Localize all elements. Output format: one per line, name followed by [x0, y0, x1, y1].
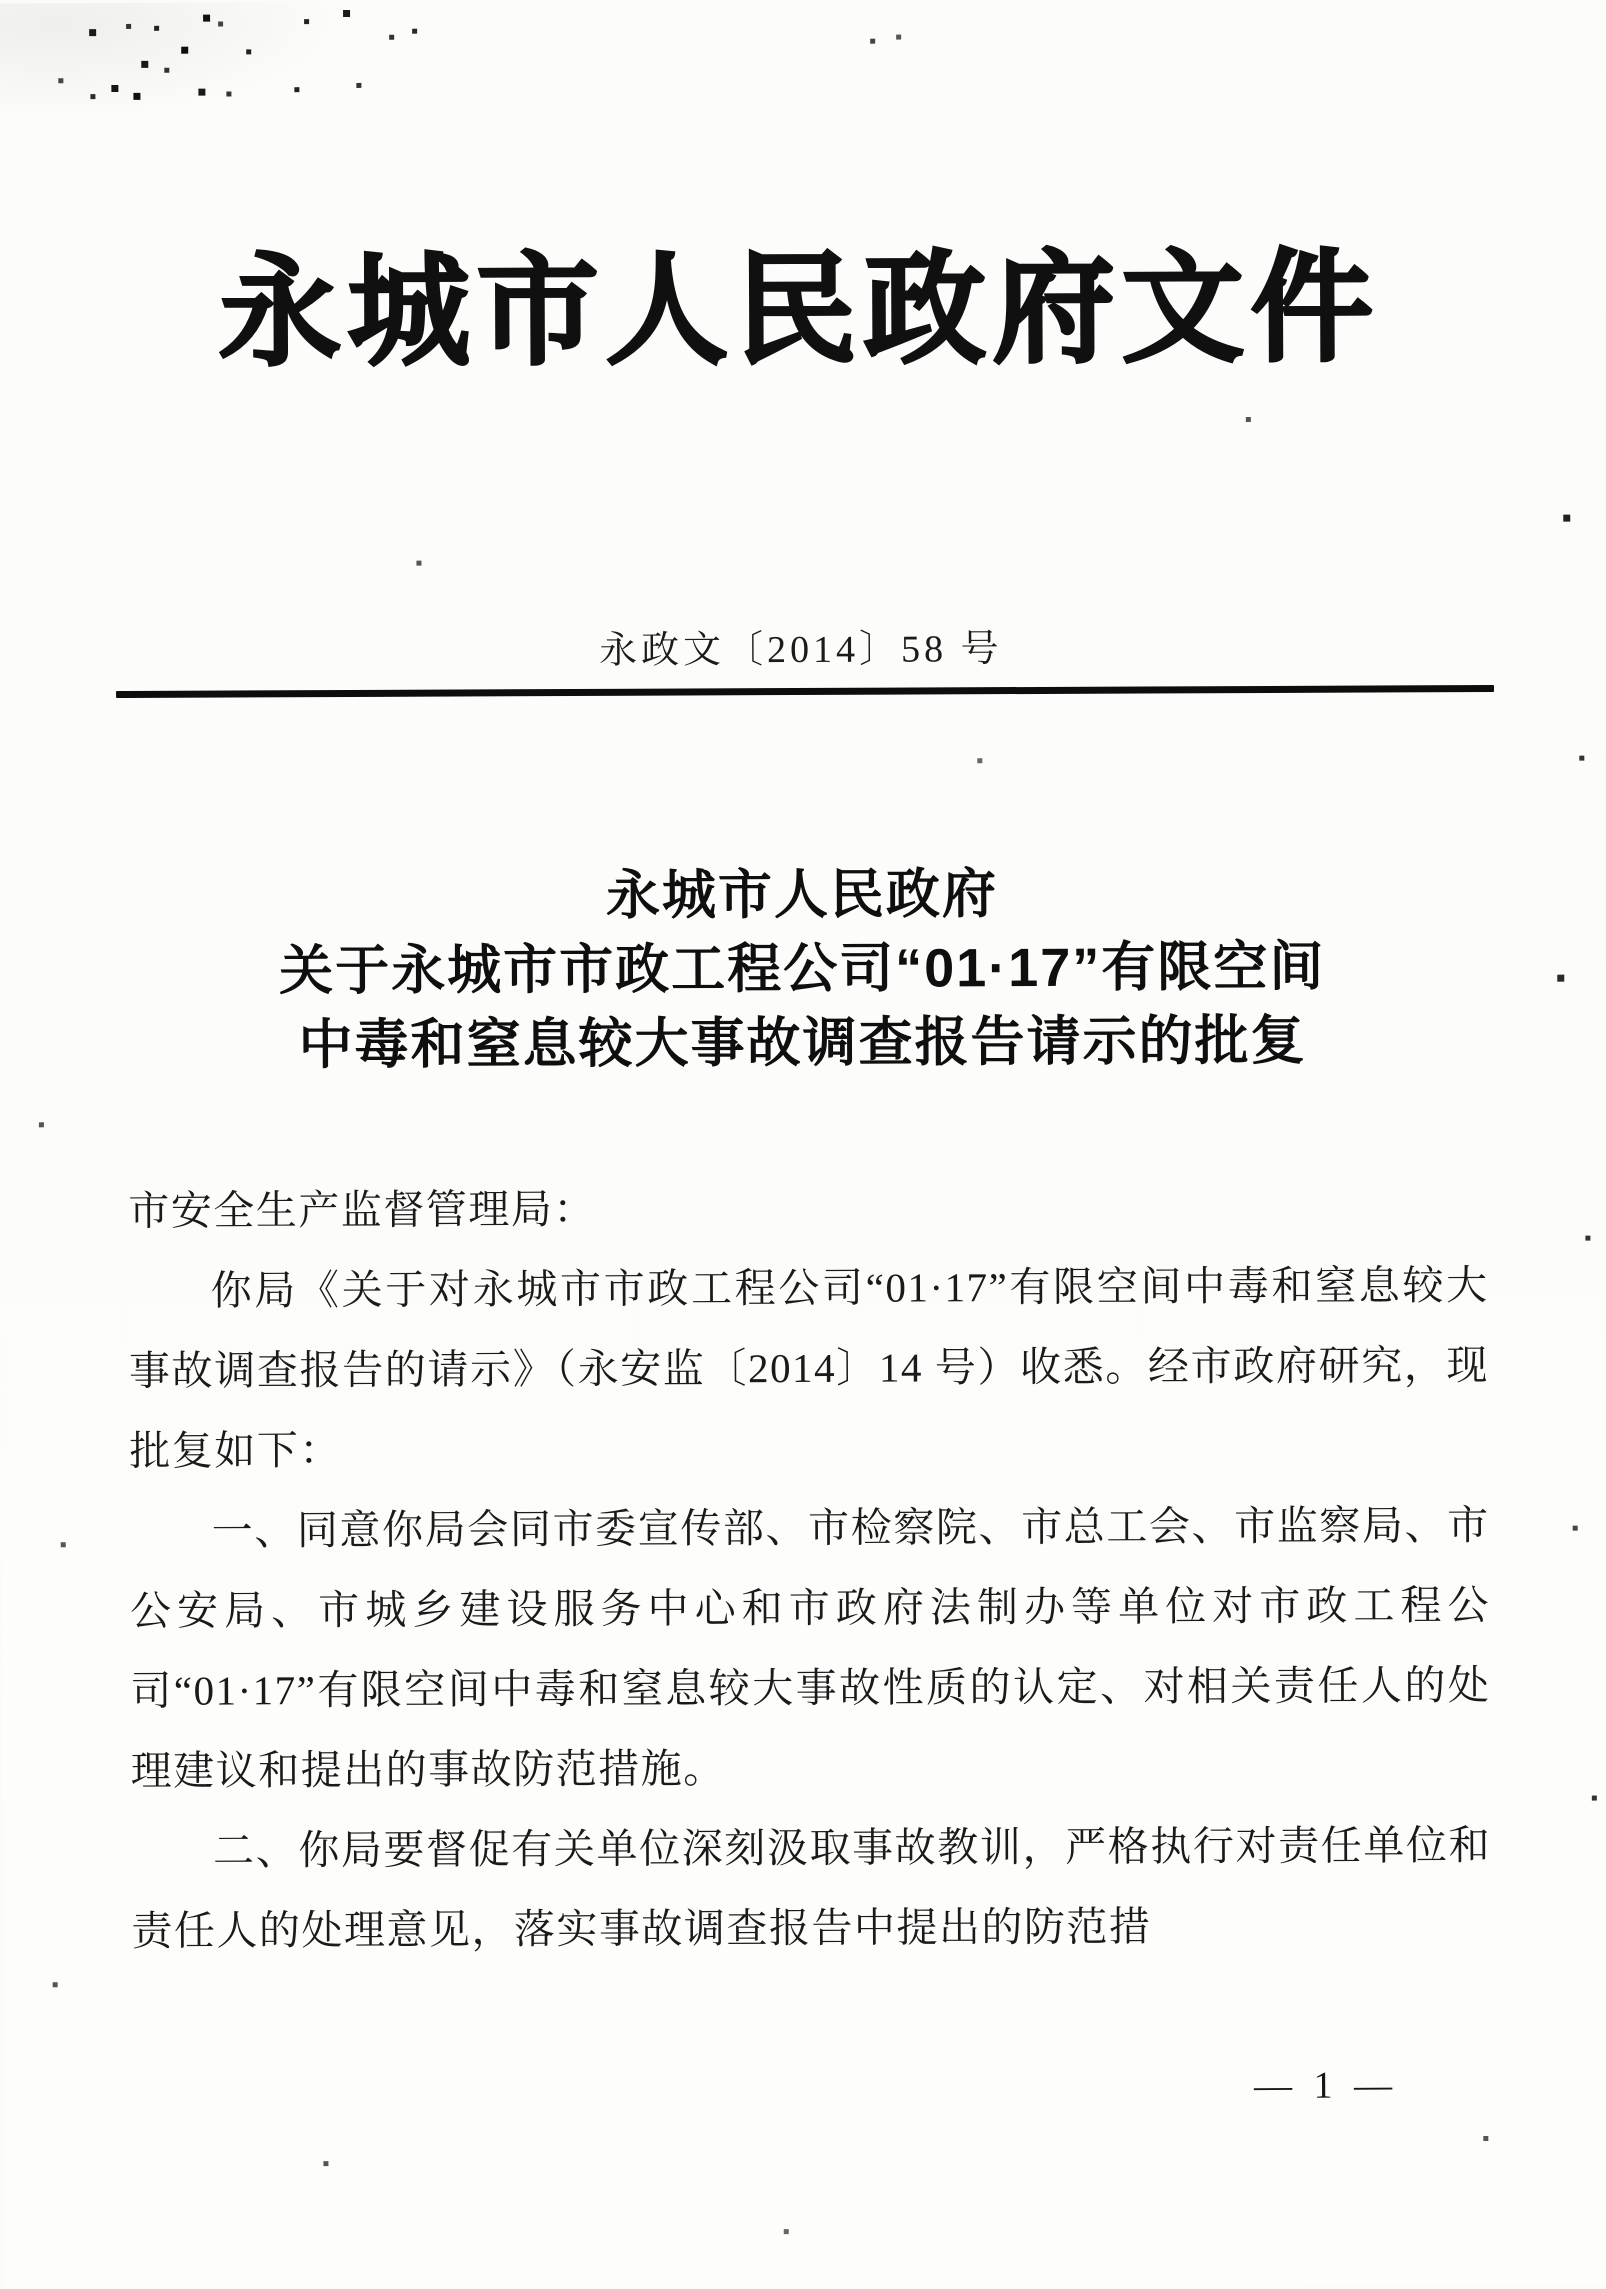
paragraph-item-two: 二、你局要督促有关单位深刻汲取事故教训，严格执行对责任单位和责任人的处理意见，落实事故调查报告中提出的防范措 — [131, 1822, 1492, 1954]
document-title-line-3: 中毒和窒息较大事故调查报告请示的批复 — [298, 1010, 1307, 1076]
paragraph-intro: 你局《关于对永城市市政工程公司“01·17”有限空间中毒和窒息较大事故调查报告的请示》（永安监〔2014〕14 号）收悉。经市政府研究，现批复如下： — [128, 1262, 1490, 1474]
document-title — [0, 854, 1606, 1083]
paragraph-item-one: 一、同意你局会同市委宣传部、市检察院、市总工会、市监察局、市公安局、市城乡建设服务中心和市政府法制办等单位对市政工程公司“01·17”有限空间中毒和窒息较大事故性质的认定、对相关责任人的处理建议和提出的事故防范措施。 — [129, 1502, 1491, 1794]
header-divider-rule — [116, 685, 1494, 698]
salutation-line: 市安全生产监督管理局： — [128, 1185, 596, 1234]
government-masthead: 永城市人民政府文件 — [218, 239, 1381, 381]
page-number: — 1 — — [1254, 2064, 1399, 2108]
document-body — [128, 1165, 1491, 1971]
document-reference-number: 永政文〔2014〕58 号 — [598, 628, 1003, 672]
document-title-line-1: 永城市人民政府 — [605, 864, 999, 926]
document-title-line-2: 关于永城市市政工程公司“01·17”有限空间 — [279, 936, 1326, 1002]
